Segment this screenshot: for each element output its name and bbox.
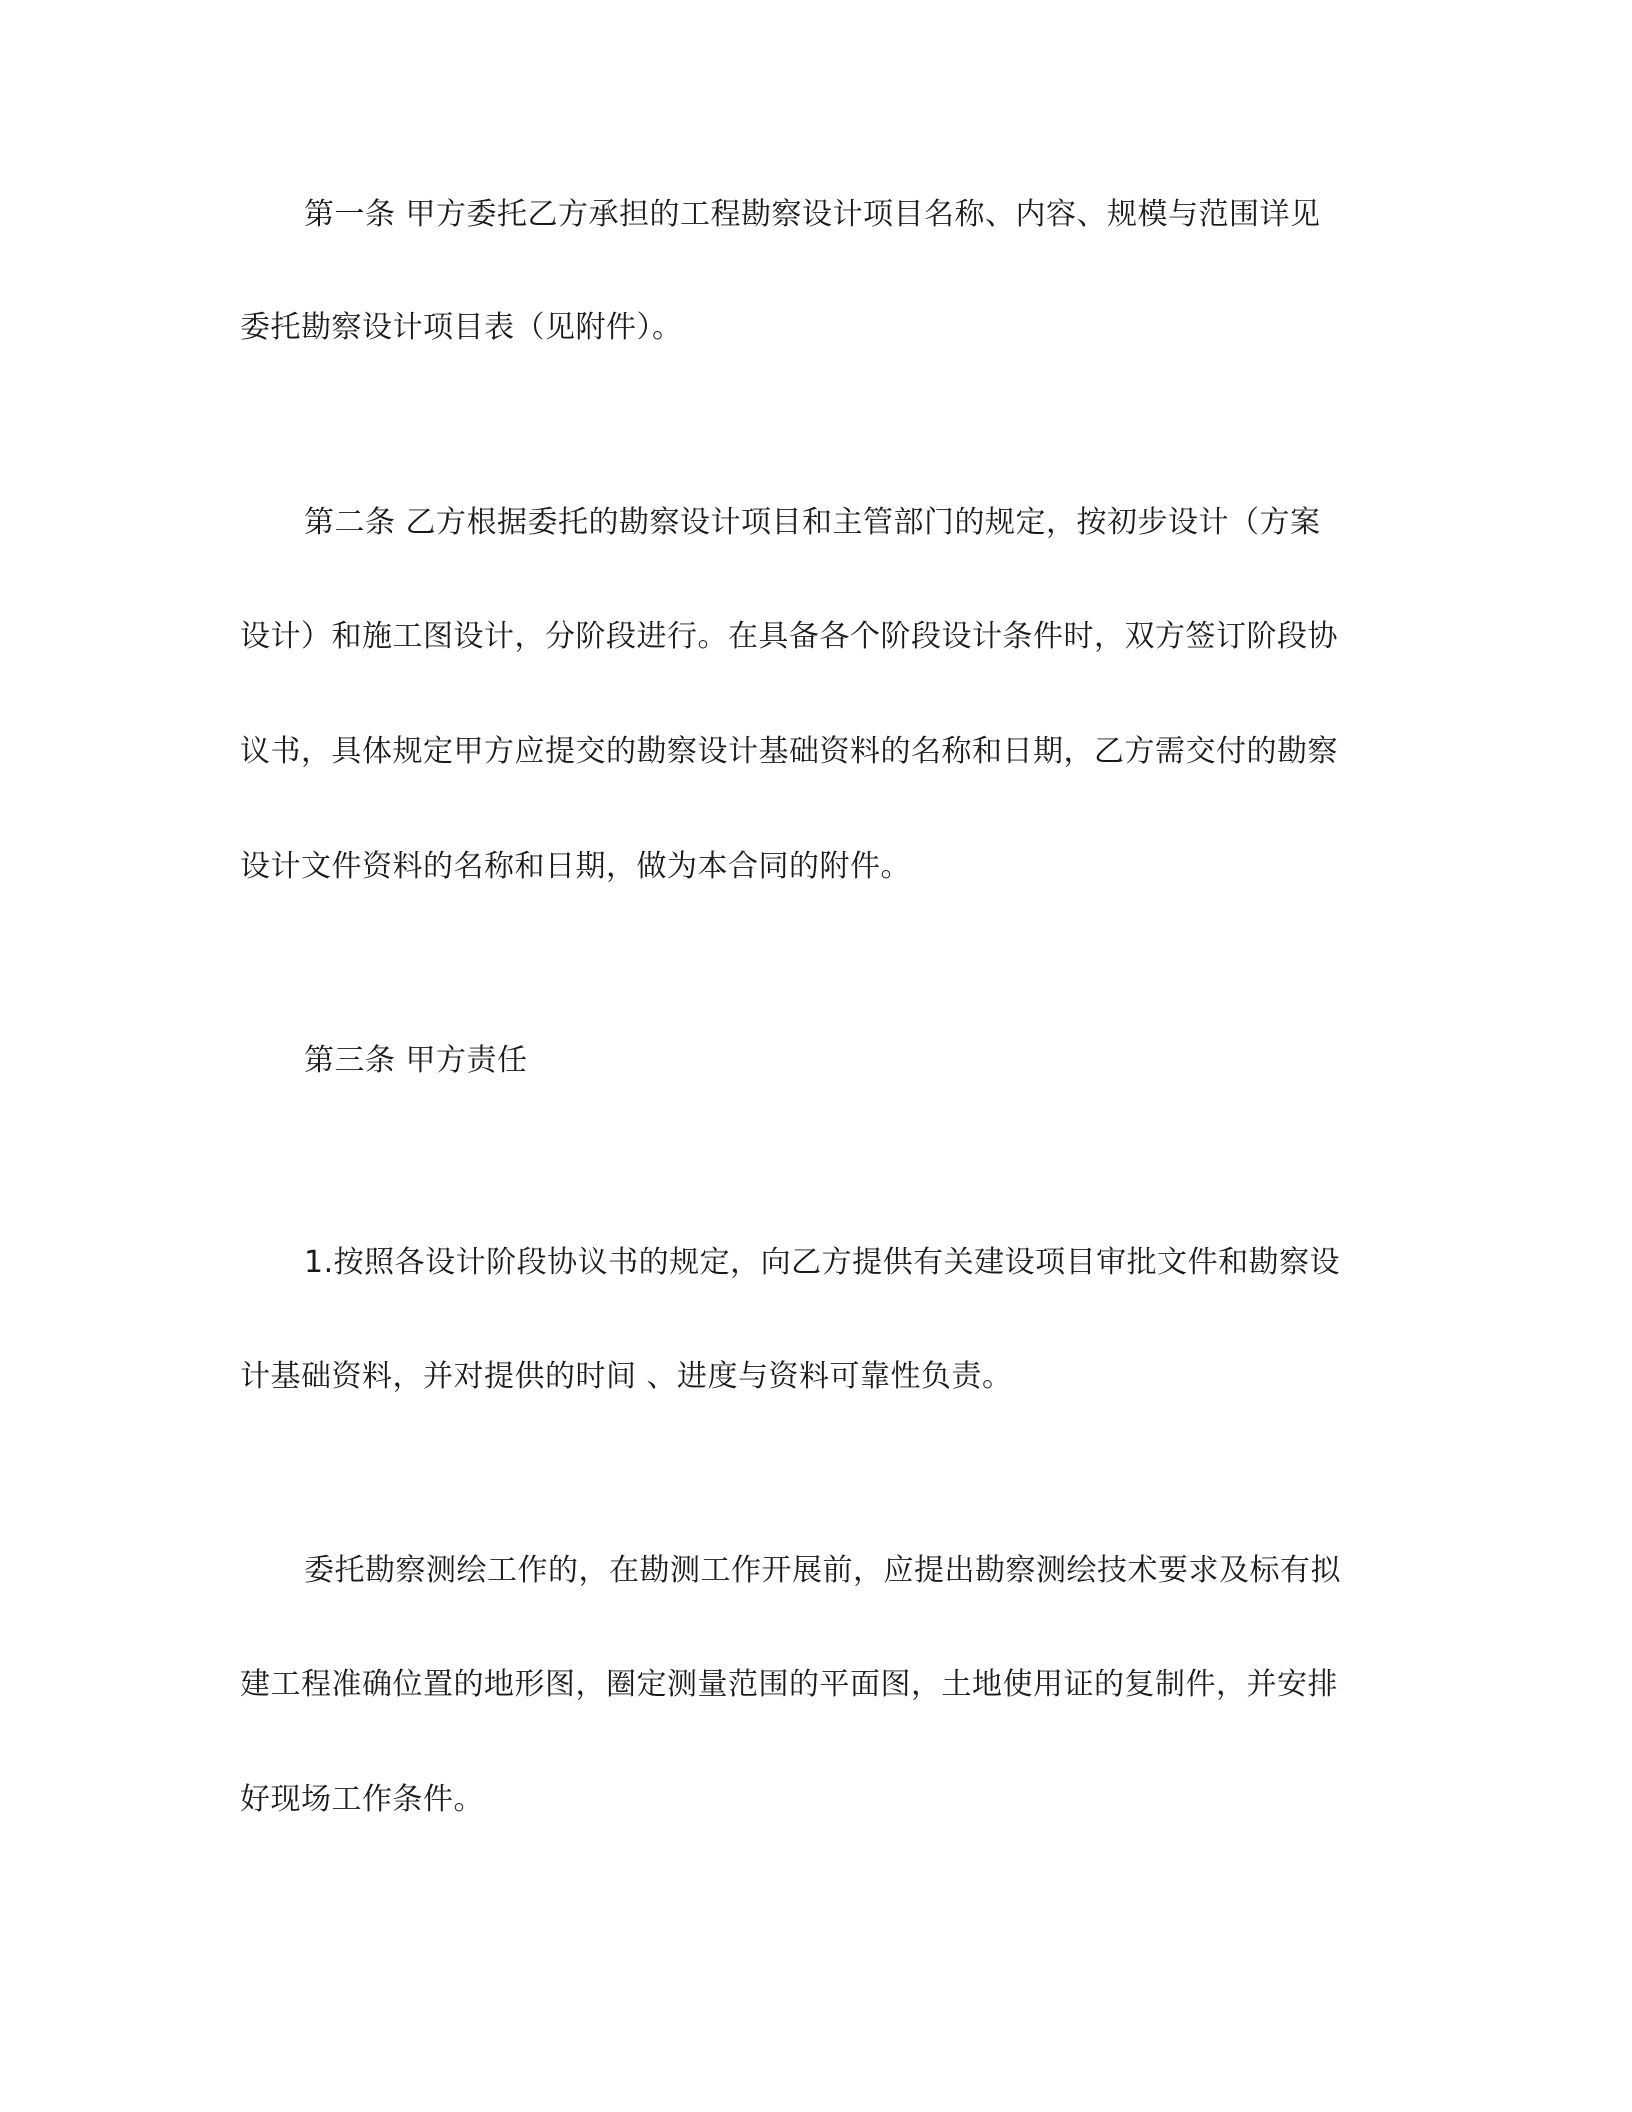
- article-2-line-1: 第二条 乙方根据委托的勘察设计项目和主管部门的规定，按初步设计（方案: [304, 505, 1321, 540]
- article-1-line-2: 委托勘察设计项目表（见附件）。: [240, 310, 683, 345]
- article-2-line-4: 设计文件资料的名称和日期，做为本合同的附件。: [240, 849, 911, 884]
- article-2-line-2: 设计）和施工图设计，分阶段进行。在具备各个阶段设计条件时，双方签订阶段协: [240, 619, 1338, 654]
- survey-paragraph-line-2: 建工程准确位置的地形图，圈定测量范围的平面图，土地使用证的复制件，并安排: [240, 1667, 1338, 1702]
- item-1-line-2: 计基础资料，并对提供的时间 、进度与资料可靠性负责。: [240, 1359, 1013, 1394]
- article-2-line-3: 议书，具体规定甲方应提交的勘察设计基础资料的名称和日期，乙方需交付的勘察: [240, 734, 1338, 769]
- survey-paragraph-line-1: 委托勘察测绘工作的，在勘测工作开展前，应提出勘察测绘技术要求及标有拟: [304, 1553, 1341, 1588]
- article-1-line-1: 第一条 甲方委托乙方承担的工程勘察设计项目名称、内容、规模与范围详见: [304, 197, 1321, 232]
- survey-paragraph-line-3: 好现场工作条件。: [240, 1782, 484, 1817]
- article-3-heading: 第三条 甲方责任: [304, 1043, 528, 1078]
- item-1-line-1: 1.按照各设计阶段协议书的规定，向乙方提供有关建设项目审批文件和勘察设: [304, 1245, 1341, 1280]
